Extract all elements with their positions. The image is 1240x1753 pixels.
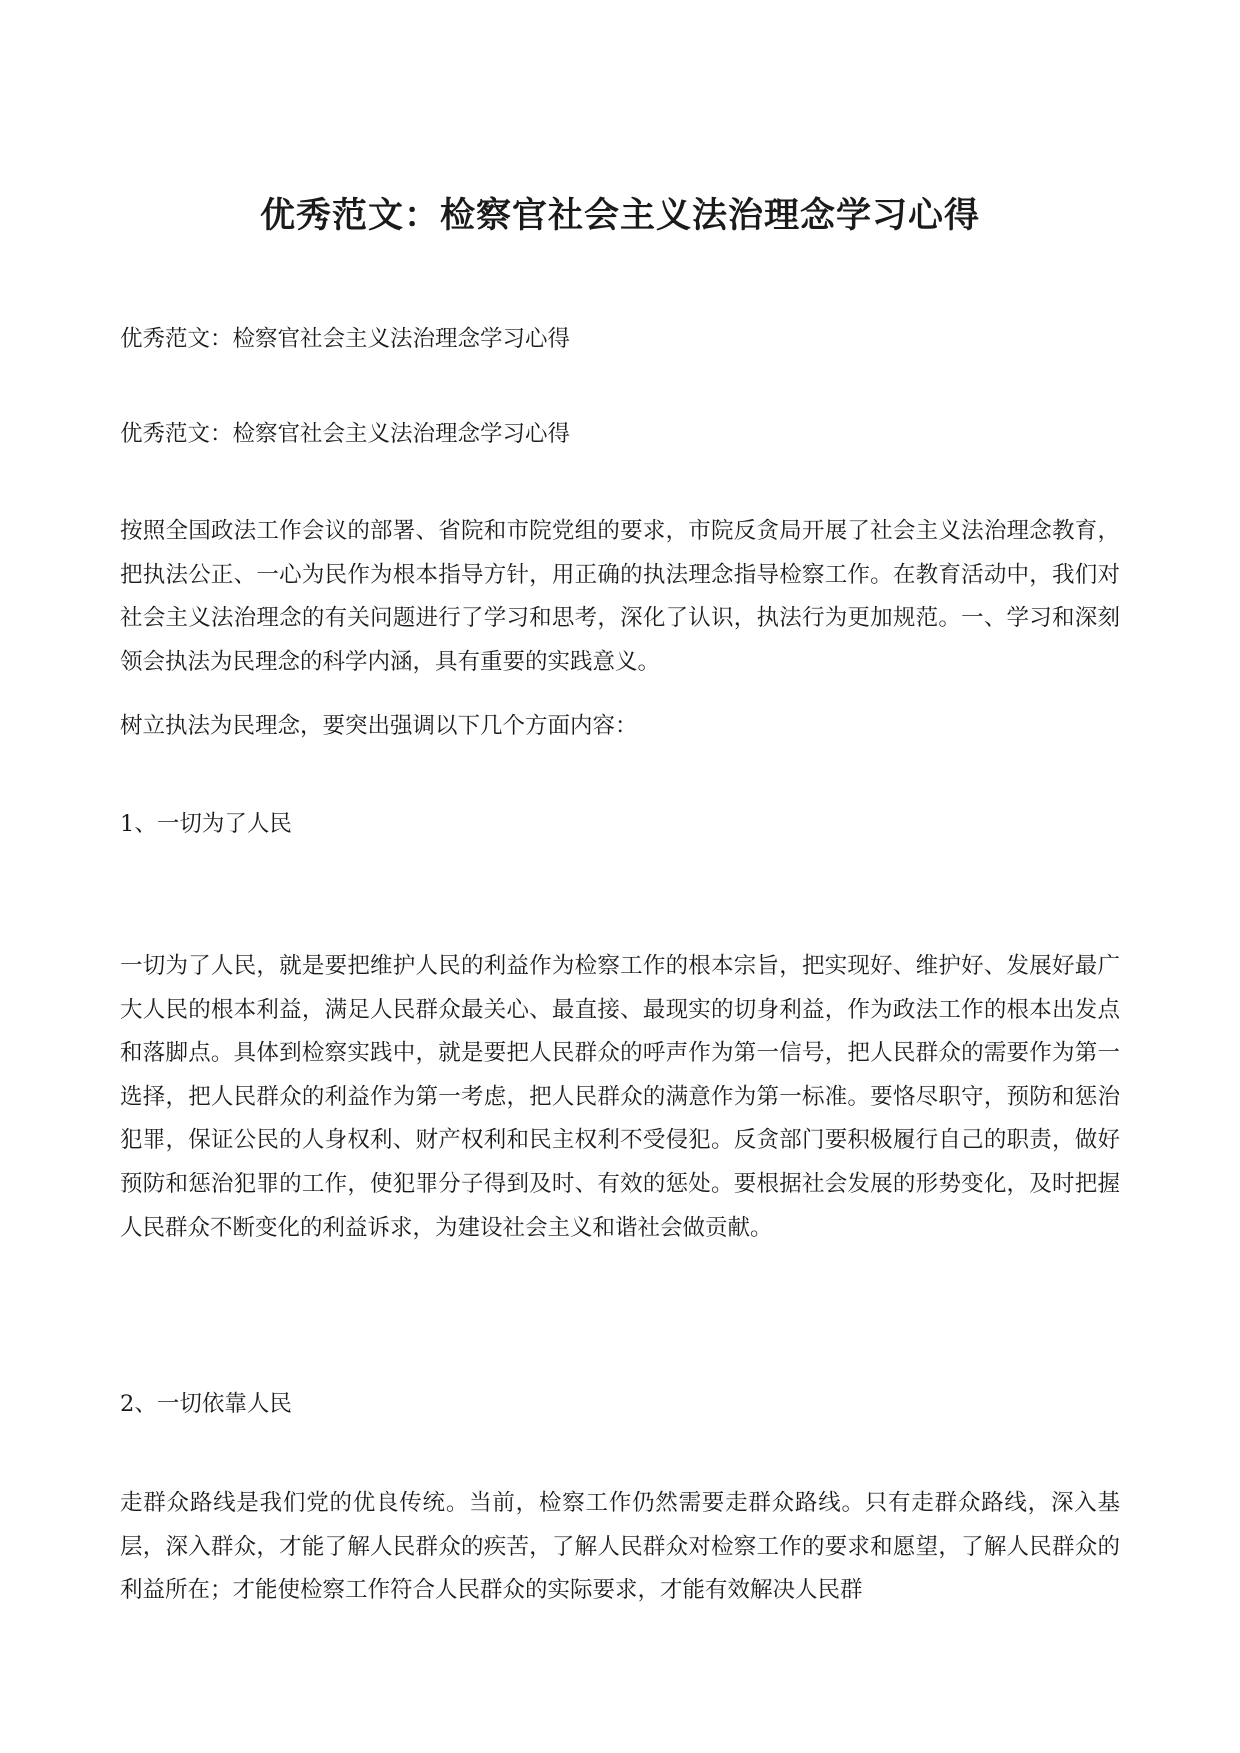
emphasis-paragraph: 树立执法为民理念，要突出强调以下几个方面内容： bbox=[120, 713, 638, 739]
intro-paragraph: 按照全国政法工作会议的部署、省院和市院党组的要求，市院反贪局开展了社会主义法治理念教育，把执法公正、一心为民作为根本指导方针，用正确的执法理念指导检察工作。在教育活动中，我们对社会主义法治理念的有关问题进行了学习和思考，深化了认识，执法行为更加规范。一、学习和深刻领会执法为民理念的科学内涵，具有重要的实践意义。 bbox=[120, 518, 1120, 675]
section-heading-1: 1、一切为了人民 bbox=[120, 811, 292, 837]
section-heading-2: 2、一切依靠人民 bbox=[120, 1391, 292, 1417]
subtitle-line-2: 优秀范文：检察官社会主义法治理念学习心得 bbox=[120, 421, 571, 447]
subtitle-line-1: 优秀范文：检察官社会主义法治理念学习心得 bbox=[120, 326, 571, 352]
section-paragraph-1: 一切为了人民，就是要把维护人民的利益作为检察工作的根本宗旨，把实现好、维护好、发展好最广大人民的根本利益，满足人民群众最关心、最直接、最现实的切身利益，作为政法工作的根本出发点和落脚点。具体到检察实践中，就是要把人民群众的呼声作为第一信号，把人民群众的需要作为第一选择，把人民群众的利益作为第一考虑，把人民群众的满意作为第一标准。要恪尽职守，预防和惩治犯罪，保证公民的人身权利、财产权利和民主权利不受侵犯。反贪部门要积极履行自己的职责，做好预防和惩治犯罪的工作，使犯罪分子得到及时、有效的惩处。要根据社会发展的形势变化，及时把握人民群众不断变化的利益诉求，为建设社会主义和谐社会做贡献。 bbox=[120, 953, 1120, 1241]
section-paragraph-2: 走群众路线是我们党的优良传统。当前，检察工作仍然需要走群众路线。只有走群众路线，深入基层，深入群众，才能了解人民群众的疾苦，了解人民群众对检察工作的要求和愿望，了解人民群众的利益所在；才能使检察工作符合人民群众的实际要求，才能有效解决人民群 bbox=[120, 1490, 1120, 1604]
document-title: 优秀范文：检察官社会主义法治理念学习心得 bbox=[259, 195, 980, 236]
